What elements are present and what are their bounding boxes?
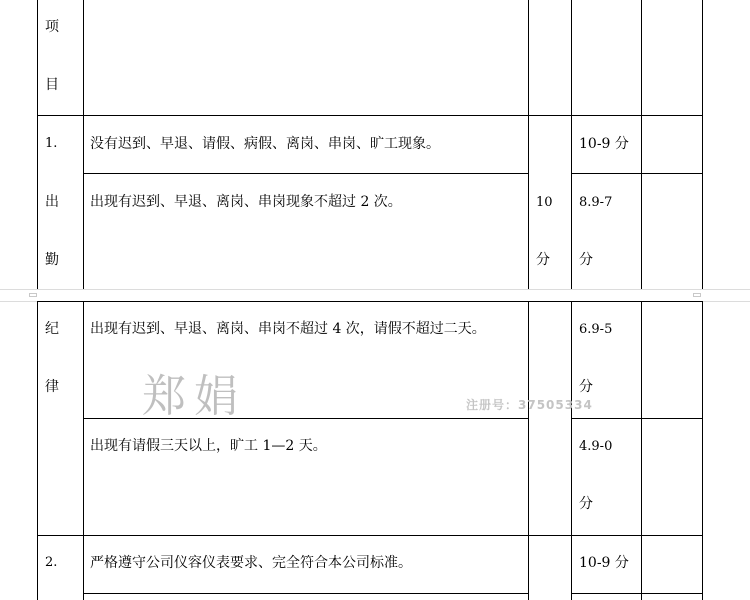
total-points-value: 10 (536, 195, 553, 210)
table-divider (528, 301, 529, 600)
total-points-unit: 分 (536, 252, 550, 268)
section-number: 2. (45, 555, 58, 570)
header-label-xiang: 项 (45, 19, 59, 35)
watermark-registration: 注册号：37505334 (466, 398, 593, 412)
table-border-left (37, 301, 38, 600)
score-unit: 分 (579, 379, 593, 395)
score-range: 10-9 分 (579, 555, 629, 571)
section-label-qin: 勤 (45, 252, 59, 268)
page-corner-mark (693, 293, 701, 297)
table-divider (83, 301, 84, 600)
criterion-text: 出现有迟到、早退、离岗、串岗现象不超过 2 次。 (90, 194, 402, 210)
table-divider (83, 0, 84, 290)
table-divider (571, 301, 572, 600)
table-rule (37, 115, 703, 116)
page-corner-mark (29, 293, 37, 297)
score-range: 6.9-5 (579, 322, 613, 337)
score-unit: 分 (579, 252, 593, 268)
criterion-text: 出现有请假三天以上，旷工 1—2 天。 (90, 438, 327, 454)
section-number: 1. (45, 136, 58, 151)
criterion-text: 没有迟到、早退、请假、病假、离岗、串岗、旷工现象。 (90, 136, 440, 152)
section-label-chu: 出 (45, 194, 59, 210)
table-divider (641, 0, 642, 290)
score-unit: 分 (579, 496, 593, 512)
table-divider (571, 0, 572, 290)
criterion-text: 出现有迟到、早退、离岗、串岗不超过 4 次，请假不超过二天。 (90, 321, 486, 337)
table-divider (528, 0, 529, 290)
score-range: 10-9 分 (579, 136, 629, 152)
table-rule (571, 593, 703, 594)
watermark-name: 郑娟 (142, 371, 246, 422)
table-border-left (37, 0, 38, 290)
section-label-lv: 律 (45, 379, 59, 395)
table-rule (571, 418, 703, 419)
score-range: 8.9-7 (579, 195, 613, 210)
table-border-right (702, 0, 703, 290)
table-rule (83, 593, 529, 594)
criterion-text: 严格遵守公司仪容仪表要求、完全符合本公司标准。 (90, 555, 412, 571)
header-label-mu: 目 (45, 77, 59, 93)
table-rule (571, 173, 703, 174)
score-range: 4.9-0 (579, 439, 613, 454)
section-label-ji: 纪 (45, 321, 59, 337)
table-rule (37, 301, 703, 302)
table-divider (641, 301, 642, 600)
table-rule (37, 535, 703, 536)
table-rule (83, 173, 529, 174)
table-border-right (702, 301, 703, 600)
